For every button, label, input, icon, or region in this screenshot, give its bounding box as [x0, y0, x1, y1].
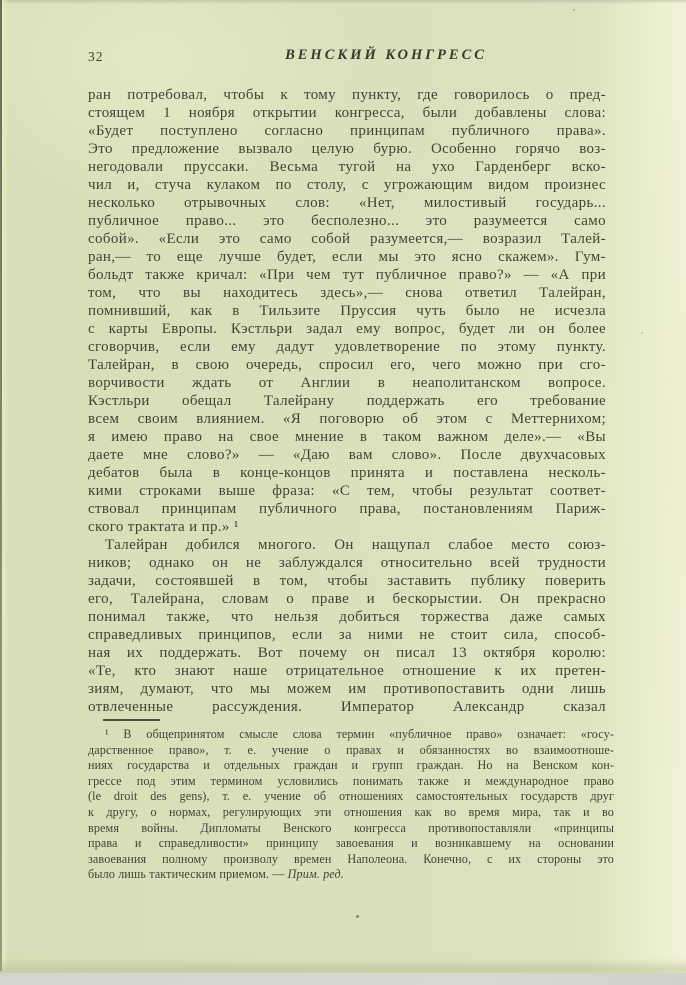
text-line: ная их поддержать. Вот почему он писал 13 октября королю: [88, 645, 606, 661]
scan-bottom-gray-strip [0, 973, 686, 985]
text-line: ствовал принципам публичного права, постановлениям Париж- [88, 501, 606, 517]
text-line: несколько отрывочных слов: «Нет, милостивый государь... [88, 195, 606, 211]
text-line: ворчивости ждать от Англии в неаполитанском вопросе. [88, 375, 606, 391]
paragraph-continuation [88, 86, 606, 536]
page-number: 32 [88, 49, 104, 64]
text-line: его, Талейрана, словам о праве и бескорыстии. Он прекрасно [88, 591, 606, 607]
paragraph-talleyrand [88, 536, 606, 716]
text-line: ниях государства и отдельных граждан и групп граждан. Но на Венском кон- [88, 758, 614, 773]
text-line: Это предложение вызвало целую бурю. Особенно горячо воз- [88, 141, 606, 157]
text-line: собой». «Если это само собой разумеется,— возразил Талей- [88, 231, 606, 247]
text-line: отвлеченные рассуждения. Император Александр сказал [88, 699, 606, 715]
text-line: (le droit des gens), т. е. учение об отношениях самостоятельных государств друг [88, 789, 614, 804]
footnote-editor-note: Прим. ред. [287, 867, 344, 882]
text-line: к другу, о нормах, регулирующих эти отношения как во время мира, так и во [88, 804, 614, 819]
text-line: ¹ В общепринятом смысле слова термин «публичное право» означает: «госу- [105, 727, 614, 741]
text-line: стоящем 1 ноября открытии конгресса, были добавлены слова: [88, 105, 606, 121]
text-line: зиям, думают, что мы можем им противопоставить одни лишь [88, 681, 606, 697]
text-line: справедливых принципов, если за ними не стоит сила, способ- [88, 627, 606, 643]
footnote-separator-rule [103, 719, 160, 721]
text-line: задачи, состоявшей в том, чтобы заставить публику поверить [88, 573, 606, 589]
text-line: Талейран, в свою очередь, спросил его, чего можно при сго- [88, 357, 606, 373]
running-header: ВЕНСКИЙ КОНГРЕСС [285, 47, 487, 63]
text-line: публичное право... это бесполезно... это разумеется само [88, 213, 606, 229]
scan-left-light-strip [2, 0, 9, 971]
scan-speck [356, 915, 359, 918]
text-line: с карты Европы. Кэстльри задал ему вопрос, будет ли он более [88, 321, 606, 337]
text-line: дарственное право», т. е. учение о правах и обязанностях во взаимоотноше- [88, 742, 614, 757]
footnote [88, 727, 614, 883]
scan-speck [573, 9, 575, 11]
text-line: Кэстльри обещал Талейрану поддержать его требование [88, 393, 606, 409]
main-text-column [88, 86, 606, 716]
text-line: ников; однако он не заблуждался относительно всей трудности [88, 555, 606, 571]
text-line: ского трактата и пр.» ¹ [88, 519, 239, 535]
footnote-text [88, 727, 614, 867]
footnote-last-line-regular: было лишь тактическим приемом. — [88, 867, 288, 882]
text-line: том, что вы находитесь здесь»,— снова ответил Талейран, [88, 285, 606, 301]
text-line: грессе под этим термином условились понимать также и международное право [88, 773, 614, 788]
text-line: «Будет поступлено согласно принципам публичного права». [88, 123, 606, 139]
text-line: помнивший, как в Тильзите Пруссия чуть было не исчезла [88, 303, 606, 319]
scan-bottom-shadow-band [0, 958, 686, 974]
text-line: кими строками выше фраза: «С тем, чтобы результат соответ- [88, 483, 606, 499]
scan-speck [641, 332, 643, 334]
text-line: завоевания полному произволу времен Наполеона. Конечно, с их стороны это [88, 851, 614, 866]
text-line: ран,— то еще лучше будет, если мы это ясно скажем». Гум- [88, 249, 606, 265]
text-line: негодовали пруссаки. Весьма тугой на ухо Гарденберг вско- [88, 159, 606, 175]
text-line: дебатов была в конце-концов принята и поставлена несколь- [88, 465, 606, 481]
footnote-last-line [88, 867, 614, 883]
text-line: всем своим влиянием. «Я поговорю об этом с Меттернихом; [88, 411, 606, 427]
text-line: понимал также, что нельзя добиться торжества даже самых [88, 609, 606, 625]
text-line: я имею право на свое мнение в таком важном деле».— «Вы [88, 429, 606, 445]
text-line: сговорчив, если ему дадут удовлетворение по этому пункту. [88, 339, 606, 355]
text-line: Талейран добился многого. Он нащупал слабое место союз- [105, 537, 606, 553]
text-line: «Те, кто знают наше отрицательное отношение к их претен- [88, 663, 606, 679]
text-line: время войны. Дипломаты Венского конгресса противопоставляли «принципы [88, 820, 614, 835]
text-line: ран потребовал, чтобы к тому пункту, где говорилось о пред- [88, 87, 606, 103]
text-line: даете мне слово?» — «Даю вам слово». После двухчасовых [88, 447, 606, 463]
text-line: права и справедливости» принципу завоевания и возникавшему на основании [88, 836, 614, 851]
text-line: больдт также кричал: «При чем тут публичное право?» — «А при [88, 267, 606, 283]
text-line: чил и, стуча кулаком по столу, с угрожающим видом произнес [88, 177, 606, 193]
